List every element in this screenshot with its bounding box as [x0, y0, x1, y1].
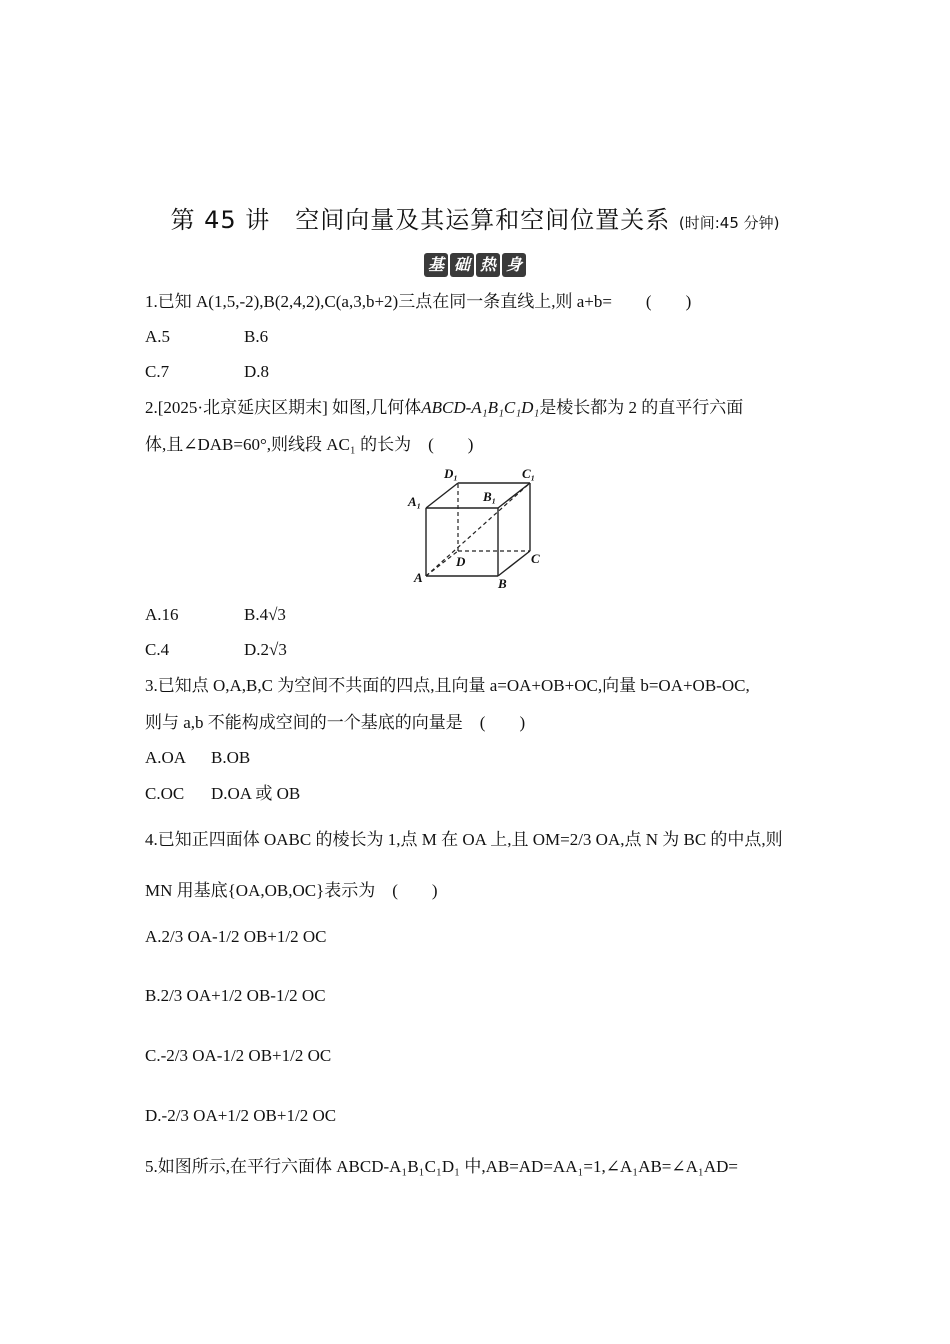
- label-C: C: [531, 551, 540, 566]
- q2-stem-line2: 体,且∠DAB=60°,则线段 AC₁ 的长为 ( ): [145, 435, 474, 454]
- q4-option-a: A.2/3 OA-1/2 OB+1/2 OC: [145, 927, 327, 946]
- q3-option-c: C.OC: [145, 784, 185, 803]
- q4-stem-line2: MN 用基底{OA,OB,OC}表示为 ( ): [145, 881, 438, 900]
- q2-stem-line1: [145, 396, 743, 420]
- label-B1: B₁: [483, 489, 497, 504]
- q1-option-b: B.6: [244, 327, 269, 346]
- q1-option-d: D.8: [244, 362, 270, 381]
- q2-option-c: C.4: [145, 640, 170, 659]
- section-badge: [424, 253, 526, 279]
- q4-stem-line1: 4.已知正四面体 OABC 的棱长为 1,点 M 在 OA 上,且 OM=2/3 OA,点 N 为 BC 的中点,则: [145, 830, 783, 849]
- badge-char: 基: [424, 253, 448, 277]
- lesson-time-limit: (时间:45 分钟): [678, 214, 780, 232]
- q5-stem-line1: 5.如图所示,在平行六面体 ABCD-A₁B₁C₁D₁ 中,AB=AD=AA₁=1,∠A₁AB=∠A₁AD=: [145, 1157, 738, 1176]
- q2-parallelepiped-figure: [404, 462, 554, 590]
- lesson-title: [0, 200, 950, 235]
- badge-char: 身: [502, 253, 526, 277]
- q1-option-a: A.5: [145, 327, 171, 346]
- label-B: B: [498, 576, 507, 590]
- q4-option-d: D.-2/3 OA+1/2 OB+1/2 OC: [145, 1106, 337, 1125]
- edge-AD-hidden: [426, 551, 458, 576]
- badge-char: 础: [450, 253, 474, 277]
- lesson-title-main: 第 45 讲 空间向量及其运算和空间位置关系: [170, 206, 671, 234]
- q2-source-prefix: 2.[2025·北京延庆区期末] 如图,几何体: [145, 398, 422, 417]
- q3-stem-line2: 则与 a,b 不能构成空间的一个基底的向量是 ( ): [145, 713, 526, 732]
- q1-option-c: C.7: [145, 362, 170, 381]
- q3-option-a: A.OA: [145, 748, 187, 767]
- q2-option-b: B.4√3: [244, 605, 286, 624]
- q2-solid-name: ABCD-A₁B₁C₁D₁: [421, 398, 540, 417]
- label-D: D: [456, 554, 466, 569]
- q3-stem-line1: 3.已知点 O,A,B,C 为空间不共面的四点,且向量 a=OA+OB+OC,向量 b=OA+OB-OC,: [145, 676, 750, 695]
- q2-stem-suffix: 是棱长都为 2 的直平行六面: [539, 398, 744, 417]
- label-A1: A₁: [408, 494, 422, 509]
- label-C1: C₁: [522, 466, 536, 481]
- badge-char: 热: [476, 253, 500, 277]
- edge-A1D1: [426, 483, 458, 508]
- edge-BC: [498, 551, 530, 576]
- q3-option-b: B.OB: [211, 748, 251, 767]
- q4-option-b: B.2/3 OA+1/2 OB-1/2 OC: [145, 986, 326, 1005]
- q3-option-d: D.OA 或 OB: [211, 784, 301, 803]
- q1-stem: 1.已知 A(1,5,-2),B(2,4,2),C(a,3,b+2)三点在同一条直线上,则 a+b= ( ): [145, 292, 692, 311]
- label-A: A: [414, 570, 423, 585]
- q2-option-d: D.2√3: [244, 640, 287, 659]
- label-D1: D₁: [444, 466, 458, 481]
- q4-option-c: C.-2/3 OA-1/2 OB+1/2 OC: [145, 1046, 332, 1065]
- diagonal-AC1: [426, 483, 530, 576]
- q2-option-a: A.16: [145, 605, 179, 624]
